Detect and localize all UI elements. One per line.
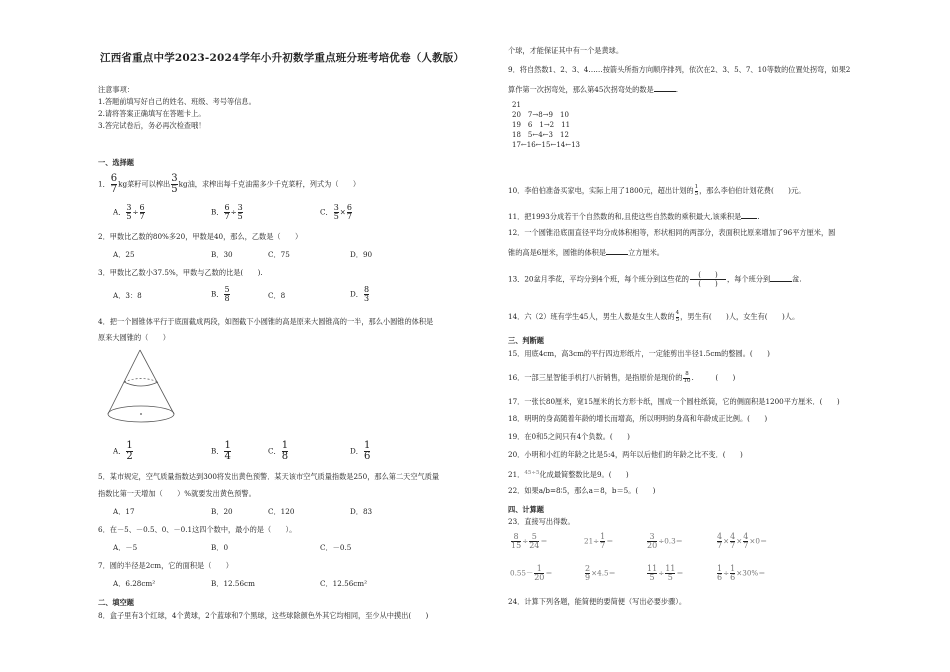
question-22: 22．如果a/b=8∶5，那么a＝8，b＝5。( ) [508,486,656,495]
option-a: A． $\frac{3}{5}$ ÷ $\frac{6}{7}$ [113,203,145,221]
option-c: C．75 [268,250,290,259]
option-c: C．120 [268,507,295,516]
calc-item: $\frac{1}{6}$ ÷ $\frac{1}{6}$ ×30%＝ [717,564,766,582]
option-d: D． $\frac{1}{6}$ [350,440,371,462]
option-c: C． $\frac{1}{8}$ [268,440,289,462]
question-24: 24．计算下列各题，能简便的要简便（写出必要步骤）。 [508,597,687,606]
question-14: 14．六（2）班有学生45人，男生人数是女生人数的 $\frac{4}{5}$ ，男生有( )人，女生有( )人。 [508,310,800,323]
option-b: B．20 [211,507,233,516]
option-a: A． $\frac{1}{2}$ [113,440,133,462]
question-8-cont: 个球，才能保证其中有一个是黄球。 [508,46,624,55]
question-9-line1: 9．将自然数1、2、3、4……按箭头所指方向顺序排列，依次在2、3、5、7、10等数的位置处拐弯，如果2 [508,65,851,74]
option-b: B． $\frac{5}{8}$ [211,285,230,303]
option-a: A．17 [113,507,135,516]
question-5-line2: 指数比第一天增加（ ）%就要发出黄色预警。 [98,489,256,498]
calc-item: $\frac{4}{7}$ × $\frac{4}{7}$ × $\frac{4}{7}$ ×0＝ [717,532,768,550]
option-d: D．90 [350,250,373,259]
question-9-line2: 算作第一次拐弯处，那么第45次拐弯处的数是 . [508,85,679,94]
question-19: 19．在0和5之间只有4个负数。( ) [508,432,630,441]
option-b: B．30 [211,250,233,259]
question-3: 3．甲数比乙数小37.5%，甲数与乙数的比是( ). [98,268,263,277]
page-title: 江西省重点中学2023-2024学年小升初数学重点班分班考培优卷（人教版） [100,52,465,64]
question-11: 11．把1993分成若干个自然数的和,且使这些自然数的乘积最大,该乘积是 . [508,212,760,221]
question-4-line1: 4．把一个圆锥体平行于底面截成两段，如图截下小圆锥的高是原来大圆锥高的一半，那么小圆锥的体积是 [98,317,434,326]
calc-item: 0.55－ $\frac{1}{20}$ ＝ [510,564,553,582]
question-1: 1． $\frac{6}{7}$ kg菜籽可以榨出 $\frac{3}{5}$ kg油，求榨出每千克油需多少千克菜籽，列式为（ ） [98,173,361,195]
question-23: 23．直接写出得数。 [508,517,575,526]
question-6: 6．在－5、－0.5、0、－0.1这四个数中，最小的是（ ）。 [98,525,297,534]
option-d: D． $\frac{8}{3}$ [350,285,370,303]
cone-figure [104,348,182,430]
section-heading: 四、计算题 [508,505,544,514]
spiral-row: 18 5←4←3 12 [512,131,569,139]
question-8: 8．盒子里有3个红球，4个黄球，2个蓝球和7个黑球，这些球除颜色外其它均相同，至少从中摸出( ) [98,611,429,620]
calc-item: $\frac{3}{20}$ ÷0.3＝ [647,532,683,550]
calc-item: $\frac{2}{9}$ ×4.5＝ [585,564,616,582]
note-item: 1.答题前填写好自己的姓名、班级、考号等信息。 [98,97,256,106]
option-a: A．6.28cm² [113,579,156,588]
question-16: 16．一部三星智能手机打八折销售，是指原价是现价的 $\frac{8}{10}$ . ( ) [508,371,736,384]
note-item: 2.请将答案正确填写在答题卡上。 [98,109,206,118]
spiral-row: 20 7→8→9 10 [512,111,569,119]
option-c: C． $\frac{3}{5}$ × $\frac{6}{7}$ [320,203,352,221]
spiral-row: 19 6 1→2 11 [512,121,571,129]
notes-heading: 注意事项： [98,85,134,94]
spiral-figure [512,100,580,150]
option-a: A．3：8 [113,291,142,300]
option-c: C．12.56cm² [320,579,367,588]
option-a: A．25 [113,250,135,259]
calc-item: $\frac{8}{15}$ ÷ $\frac{5}{24}$ ＝ [511,532,548,550]
question-21: 21．$^{45\div 5}$化成最简整数比是9。( ) [508,470,629,479]
option-b: B．12.56cm [211,579,255,588]
option-b: B． $\frac{6}{7}$ ÷ $\frac{3}{5}$ [211,203,243,221]
question-15: 15．用底4cm，高3cm的平行四边形纸片，一定能剪出半径1.5cm的整圆。( ) [508,349,770,358]
question-13: 13．20盆月季花，平均分到4个班，每个班分到这些花的 $\frac{( )}{( )}$ ，每个班分到 盆. [508,271,802,288]
option-b: B．0 [211,543,229,552]
question-17: 17．一张长80厘米，宽15厘米的长方形卡纸，围成一个圆柱纸筒，它的侧面积是1200平方厘米．( ) [508,397,840,406]
question-2: 2．甲数比乙数的80%多20，甲数是40，那么，乙数是（ ） [98,232,303,241]
option-a: A．－5 [113,543,138,552]
option-c: C．8 [268,291,286,300]
question-12-line1: 12．一个圆锥沿底面直径平均分成体积相等，形状相同的两部分，表面积比原来增加了96平方厘米，圆 [508,228,836,237]
calc-item: $\frac{11}{5}$ ÷ $\frac{11}{5}$ ＝ [647,564,684,582]
section-heading: 一、选择题 [98,158,134,167]
calc-item: 21÷ $\frac{1}{7}$ ＝ [584,532,614,550]
spiral-row: 17←16←15←14←13 [512,141,580,149]
question-4-line2: 原来大圆锥的（ ） [98,333,170,342]
question-10: 10．李伯伯准备买家电，实际上用了1800元，超出计划的 $\frac{1}{5}$ ，那么李伯伯计划花费( )元。 [508,184,806,197]
question-5-line1: 5．某市规定，空气质量指数达到300将发出黄色预警．某天该市空气质量指数是250，那么第二天空气质量 [98,472,440,481]
note-item: 3.答完试卷后，务必再次检查哦！ [98,121,206,130]
question-7: 7．圆的半径是2cm，它的面积是（ ） [98,561,233,570]
section-heading: 二、填空题 [98,598,134,607]
option-b: B． $\frac{1}{4}$ [211,440,231,462]
option-d: D．83 [350,507,373,516]
question-12-line2: 锥的高是6厘米，圆锥的体积是 立方厘米。 [508,248,664,257]
spiral-row: 21 [512,101,521,109]
section-heading: 三、判断题 [508,336,544,345]
question-20: 20．小明和小红的年龄之比是5:4，两年以后他们的年龄之比不变．( ) [508,450,743,459]
question-18: 18．明明的身高随着年龄的增长而增高，所以明明的身高和年龄成正比例。( ) [508,414,768,423]
option-c: C．－0.5 [320,543,352,552]
